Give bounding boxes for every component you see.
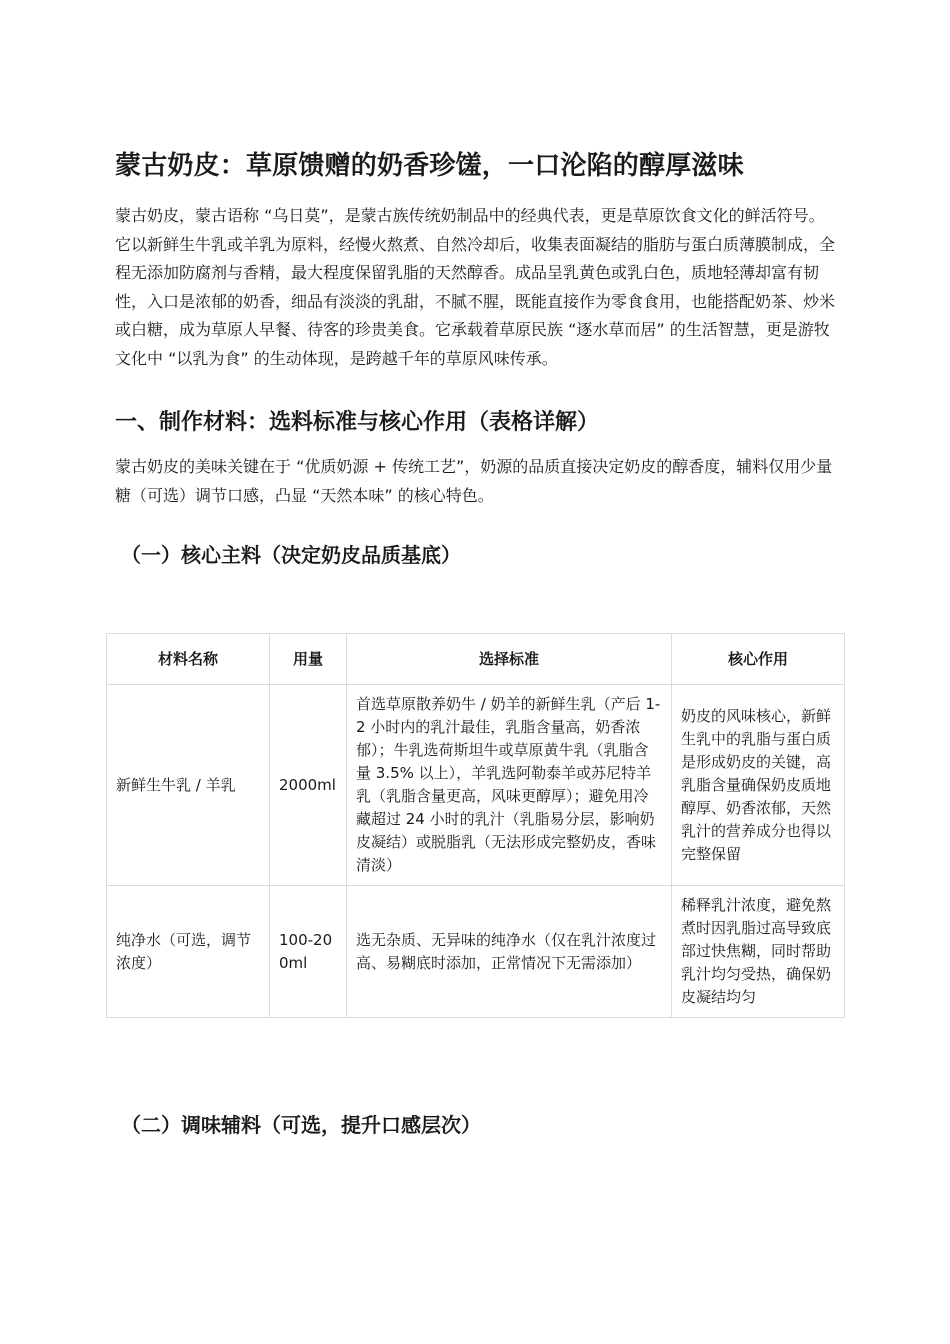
cell-role: 奶皮的风味核心，新鲜生乳中的乳脂与蛋白质是形成奶皮的关键，高乳脂含量确保奶皮质地醇厚、奶香浓郁，天然乳汁的营养成分也得以完整保留 <box>672 685 845 886</box>
cell-material-name: 纯净水（可选，调节浓度） <box>107 886 270 1018</box>
table-row <box>107 685 845 886</box>
column-header-standard: 选择标准 <box>347 634 672 685</box>
page-title: 蒙古奶皮：草原馈赠的奶香珍馐，一口沦陷的醇厚滋味 <box>115 151 744 181</box>
materials-table-container <box>106 633 844 1018</box>
section-intro-paragraph: 蒙古奶皮的美味关键在于 “优质奶源 + 传统工艺”，奶源的品质直接决定奶皮的醇香度，辅料仅用少量糖（可选）调节口感，凸显 “天然本味” 的核心特色。 <box>115 457 833 505</box>
table-header-row <box>107 634 845 685</box>
column-header-name: 材料名称 <box>107 634 270 685</box>
subsection-heading-main-ingredients: （一）核心主料（决定奶皮品质基底） <box>121 543 461 567</box>
materials-table <box>106 633 845 1018</box>
table-row <box>107 886 845 1018</box>
cell-standard: 选无杂质、无异味的纯净水（仅在乳汁浓度过高、易糊底时添加，正常情况下无需添加） <box>347 886 672 1018</box>
intro-paragraph: 蒙古奶皮，蒙古语称 “乌日莫”，是蒙古族传统奶制品中的经典代表，更是草原饮食文化的鲜活符号。它以新鲜生牛乳或羊乳为原料，经慢火熬煮、自然冷却后，收集表面凝结的脂肪与蛋白质薄膜制成，全程无添加防腐剂与香精，最大程度保留乳脂的天然醇香。成品呈乳黄色或乳白色，质地轻薄却富有韧性，入口是浓郁的奶香，细品有淡淡的乳甜，不腻不腥，既能直接作为零食食用，也能搭配奶茶、炒米或白糖，成为草原人早餐、待客的珍贵美食。它承载着草原民族 “逐水草而居” 的生活智慧，更是游牧文化中 “以乳为食” 的生动体现，是跨越千年的草原风味传承。 <box>115 206 836 368</box>
cell-amount: 100-200ml <box>270 886 347 1018</box>
cell-amount: 2000ml <box>270 685 347 886</box>
subsection-heading-seasoning: （二）调味辅料（可选，提升口感层次） <box>121 1113 481 1137</box>
cell-role: 稀释乳汁浓度，避免熬煮时因乳脂过高导致底部过快焦糊，同时帮助乳汁均匀受热，确保奶皮凝结均匀 <box>672 886 845 1018</box>
cell-material-name: 新鲜生牛乳 / 羊乳 <box>107 685 270 886</box>
section-heading-materials: 一、制作材料：选料标准与核心作用（表格详解） <box>115 410 600 435</box>
column-header-role: 核心作用 <box>672 634 845 685</box>
cell-standard: 首选草原散养奶牛 / 奶羊的新鲜生乳（产后 1-2 小时内的乳汁最佳，乳脂含量高，奶香浓郁）；牛乳选荷斯坦牛或草原黄牛乳（乳脂含量 3.5% 以上），羊乳选阿勒泰羊或苏尼特羊乳（乳脂含量更高，风味更醇厚）；避免用冷藏超过 24 小时的乳汁（乳脂易分层，影响奶皮凝结）或脱脂乳（无法形成完整奶皮，香味清淡） <box>347 685 672 886</box>
document-body <box>115 148 837 570</box>
column-header-amount: 用量 <box>270 634 347 685</box>
